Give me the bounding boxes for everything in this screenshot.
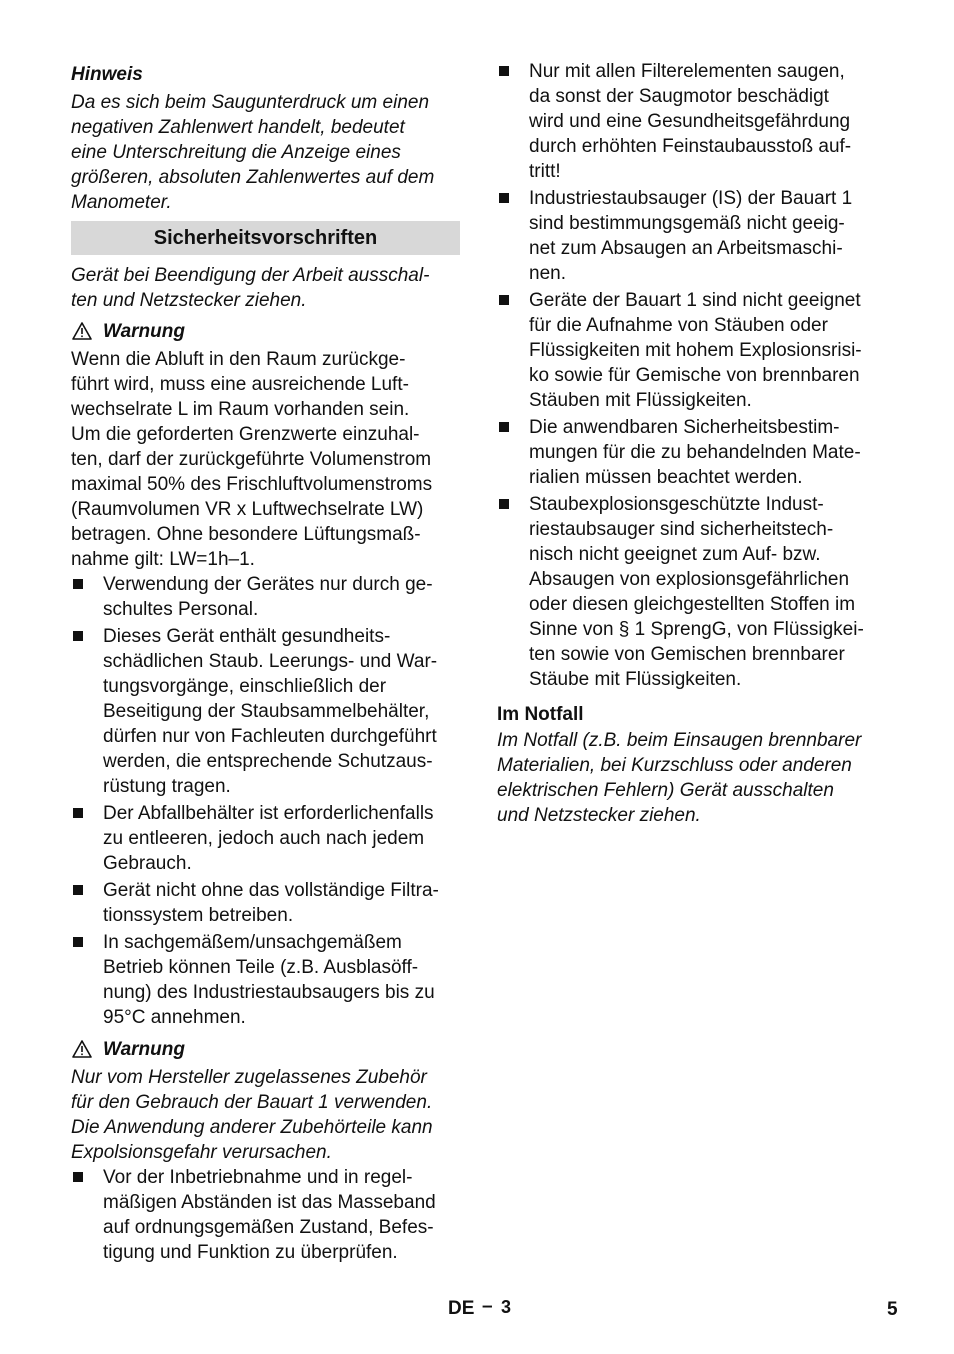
bullet-item-line: Industriestaubsauger (IS) der Bauart 1 bbox=[529, 188, 853, 209]
warning-triangle-icon bbox=[71, 1039, 93, 1059]
emergency-text: Im Notfall (z.B. beim Einsaugen brennbarer bbox=[497, 730, 862, 751]
warning-text: maximal 50% des Frischluftvolumenstroms bbox=[71, 474, 433, 495]
note-text: Da es sich beim Saugunterdruck um einen bbox=[71, 92, 430, 113]
bullet-item-line: Flüssigkeiten mit hohem Explosionsrisi- bbox=[529, 340, 862, 361]
bullet-square-icon bbox=[499, 193, 509, 203]
bullet-item-line: Verwendung der Gerätes nur durch ge- bbox=[103, 574, 433, 595]
intro-text: Gerät bei Beendigung der Arbeit ausschal- bbox=[71, 265, 430, 286]
bullet-item-line: oder diesen gleichgestellten Stoffen im bbox=[529, 594, 856, 615]
bullet-item-line: nisch nicht geeignet zum Auf- bzw. bbox=[529, 544, 821, 565]
warning-text: Um die geforderten Grenzwerte einzuhal- bbox=[71, 424, 420, 445]
warning-label: Warnung bbox=[103, 321, 185, 342]
warning-text: für den Gebrauch der Bauart 1 verwenden. bbox=[71, 1092, 433, 1113]
bullet-square-icon bbox=[499, 422, 509, 432]
warning-label: Warnung bbox=[103, 1039, 185, 1060]
bullet-item-line: tritt! bbox=[529, 161, 561, 182]
bullet-item-line: schädlichen Staub. Leerungs- und War- bbox=[103, 651, 438, 672]
emergency-text: und Netzstecker ziehen. bbox=[497, 805, 701, 826]
bullet-square-icon bbox=[73, 808, 83, 818]
bullet-item-line: Stäuben mit Flüssigkeiten. bbox=[529, 390, 752, 411]
bullet-item-line: Dieses Gerät enthält gesundheits- bbox=[103, 626, 391, 647]
bullet-item-line: werden, die entsprechende Schutzaus- bbox=[103, 751, 433, 772]
bullet-item-line: auf ordnungsgemäßen Zustand, Befes- bbox=[103, 1217, 434, 1238]
footer-language: DE bbox=[448, 1298, 475, 1319]
bullet-item-line: tigung und Funktion zu überprüfen. bbox=[103, 1242, 398, 1263]
bullet-item-line: Beseitigung der Staubsammelbehälter, bbox=[103, 701, 430, 722]
warning-text: betragen. Ohne besondere Lüftungsmaß- bbox=[71, 524, 421, 545]
intro-text: ten und Netzstecker ziehen. bbox=[71, 290, 307, 311]
note-heading: Hinweis bbox=[71, 64, 143, 85]
bullet-item-line: zu entleeren, jedoch auch nach jedem bbox=[103, 828, 425, 849]
bullet-item-line: tionssystem betreiben. bbox=[103, 905, 294, 926]
bullet-square-icon bbox=[73, 1172, 83, 1182]
warning-text: führt wird, muss eine ausreichende Luft- bbox=[71, 374, 409, 395]
bullet-square-icon bbox=[499, 295, 509, 305]
emergency-heading: Im Notfall bbox=[497, 704, 584, 725]
bullet-item-line: Geräte der Bauart 1 sind nicht geeignet bbox=[529, 290, 861, 311]
bullet-item-line: net zum Absaugen an Arbeitsmaschi- bbox=[529, 238, 843, 259]
bullet-item-line: rüstung tragen. bbox=[103, 776, 231, 797]
bullet-item-line: Absaugen von explosionsgefährlichen bbox=[529, 569, 850, 590]
bullet-square-icon bbox=[499, 499, 509, 509]
bullet-item-line: dürfen nur von Fachleuten durchgeführt bbox=[103, 726, 437, 747]
bullet-item-line: wird und eine Gesundheitsgefährdung bbox=[529, 111, 851, 132]
bullet-item-line: nung) des Industriestaubsaugers bis zu bbox=[103, 982, 435, 1003]
warning-text: Die Anwendung anderer Zubehörteile kann bbox=[71, 1117, 433, 1138]
bullet-item-line: ten sowie von Gemischen brennbarer bbox=[529, 644, 845, 665]
warning-text: ten, darf der zurückgeführte Volumenstrom bbox=[71, 449, 432, 470]
bullet-square-icon bbox=[499, 66, 509, 76]
warning-text: nahme gilt: LW=1h–1. bbox=[71, 549, 255, 570]
bullet-item-line: mäßigen Abständen ist das Masseband bbox=[103, 1192, 436, 1213]
footer-dash: – bbox=[482, 1296, 493, 1317]
bullet-item-line: Sinne von § 1 SprengG, von Flüssigkei- bbox=[529, 619, 864, 640]
bullet-square-icon bbox=[73, 631, 83, 641]
note-text: Manometer. bbox=[71, 192, 172, 213]
emergency-text: elektrischen Fehlern) Gerät ausschalten bbox=[497, 780, 834, 801]
section-title: Sicherheitsvorschriften bbox=[71, 221, 460, 255]
bullet-square-icon bbox=[73, 937, 83, 947]
warning-text: wechselrate L im Raum vorhanden sein. bbox=[71, 399, 410, 420]
bullet-item-line: Gebrauch. bbox=[103, 853, 192, 874]
bullet-item-line: Nur mit allen Filterelementen saugen, bbox=[529, 61, 845, 82]
bullet-item-line: da sonst der Saugmotor beschädigt bbox=[529, 86, 829, 107]
bullet-square-icon bbox=[73, 885, 83, 895]
footer-section-page: 3 bbox=[501, 1297, 512, 1317]
bullet-item-line: ko sowie für Gemische von brennbaren bbox=[529, 365, 860, 386]
bullet-item-line: Gerät nicht ohne das vollständige Filtra- bbox=[103, 880, 439, 901]
bullet-item-line: tungsvorgänge, einschließlich der bbox=[103, 676, 387, 697]
bullet-item-line: schultes Personal. bbox=[103, 599, 259, 620]
bullet-item-line: riestaubsauger sind sicherheitstech- bbox=[529, 519, 834, 540]
bullet-item-line: Der Abfallbehälter ist erforderlichenfalls bbox=[103, 803, 434, 824]
bullet-item-line: Staubexplosionsgeschützte Indust- bbox=[529, 494, 824, 515]
bullet-item-line: durch erhöhten Feinstaubausstoß auf- bbox=[529, 136, 852, 157]
warning-text: Wenn die Abluft in den Raum zurückge- bbox=[71, 349, 406, 370]
bullet-item-line: nen. bbox=[529, 263, 566, 284]
warning-text: Nur vom Hersteller zugelassenes Zubehör bbox=[71, 1067, 427, 1088]
bullet-item-line: Vor der Inbetriebnahme und in regel- bbox=[103, 1167, 413, 1188]
warning-text: Expolsionsgefahr verursachen. bbox=[71, 1142, 332, 1163]
bullet-item-line: sind bestimmungsgemäß nicht geeig- bbox=[529, 213, 845, 234]
bullet-square-icon bbox=[73, 579, 83, 589]
bullet-item-line: Stäube mit Flüssigkeiten. bbox=[529, 669, 742, 690]
warning-triangle-icon bbox=[71, 321, 93, 341]
note-text: negativen Zahlenwert handelt, bedeutet bbox=[71, 117, 405, 138]
warning-text: (Raumvolumen VR x Luftwechselrate LW) bbox=[71, 499, 424, 520]
bullet-item-line: mungen für die zu behandelnden Mate- bbox=[529, 442, 861, 463]
bullet-item-line: rialien müssen beachtet werden. bbox=[529, 467, 803, 488]
emergency-text: Materialien, bei Kurzschluss oder anderen bbox=[497, 755, 852, 776]
bullet-item-line: In sachgemäßem/unsachgemäßem bbox=[103, 932, 402, 953]
bullet-item-line: Die anwendbaren Sicherheitsbestim- bbox=[529, 417, 840, 438]
bullet-item-line: 95°C annehmen. bbox=[103, 1007, 246, 1028]
note-text: eine Unterschreitung die Anzeige eines bbox=[71, 142, 401, 163]
bullet-item-line: für die Aufnahme von Stäuben oder bbox=[529, 315, 828, 336]
bullet-item-line: Betrieb können Teile (z.B. Ausblasöff- bbox=[103, 957, 419, 978]
note-text: größeren, absoluten Zahlenwertes auf dem bbox=[71, 167, 435, 188]
page-number: 5 bbox=[887, 1299, 898, 1320]
